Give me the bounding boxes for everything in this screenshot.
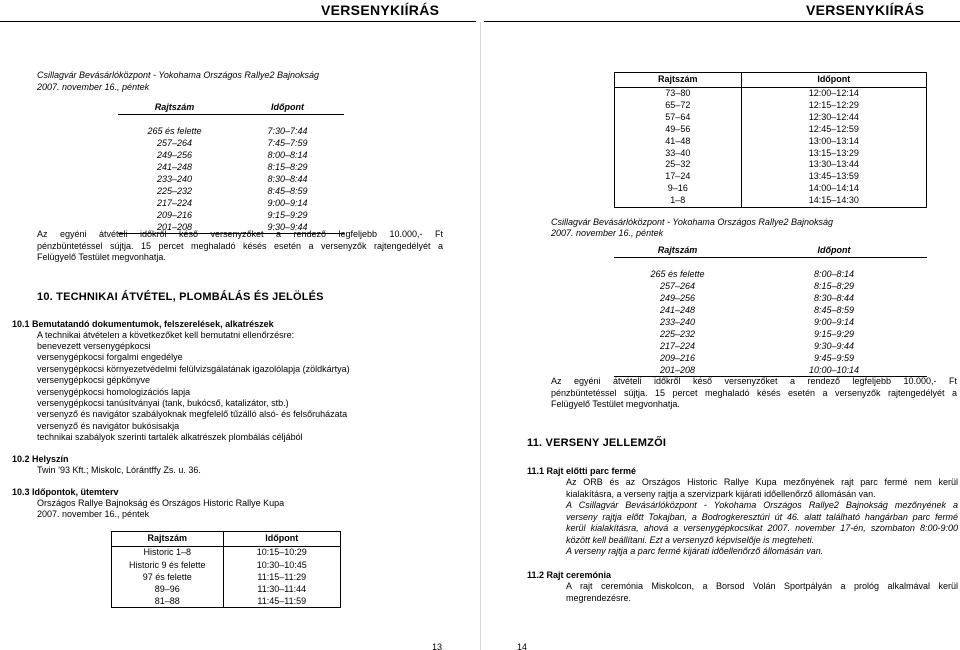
table-header-row [614,245,927,257]
subsection-10-1-title: 10.1 Bemutatandó dokumentumok, felszerelések, alkatrészek [12,319,274,329]
left-page-number: 13 [432,642,443,650]
table-row: Historic 9 és felette 10:30–10:45 [112,560,341,572]
table-row: 265 és felette 8:00–8:14 [650,269,855,280]
table-row: 65–72 12:15–12:29 [615,100,927,112]
table-row: 257–264 8:15–8:29 [659,281,855,292]
table-row: 217–224 9:30–9:44 [659,340,855,351]
table-row: 81–88 11:45–11:59 [112,596,341,608]
list-item: versenygépkocsi környezetvédelmi felülvizsgálatának igazolólapja (zöldkártya) [37,363,350,374]
right-page-header: VERSENYKIÍRÁS [806,2,925,18]
column-header: Rajtszám [615,73,742,88]
column-header: Időpont [741,245,927,257]
subsection-11-2-title: 11.2 Rajt ceremónia [527,570,612,580]
table-row: 217–224 9:00–9:14 [156,197,308,208]
left-intro-line1: Csillagvár Bevásárlóközpont - Yokohama Országos Rallye2 Bajnokság [37,70,319,80]
table-header-row [615,73,927,88]
list-item: versenygépkocsi tanúsítványai (tank, bukócső, katalizátor, stb.) [37,398,289,409]
subsection-10-2-title: 10.2 Helyszín [12,454,69,464]
table-row: 89–96 11:30–11:44 [112,584,341,596]
table-row: 249–256 8:00–8:14 [156,150,308,161]
list-item: versenygépkocsi forgalmi engedélye [37,352,183,363]
table-row: Historic 1–8 10:15–10:29 [112,547,341,560]
section-10-heading: 10. TECHNIKAI ÁTVÉTEL, PLOMBÁLÁS ÉS JELÖLÉS [37,291,324,303]
table-row: 209–216 9:45–9:59 [659,352,855,363]
left-penalty-paragraph: Az egyéni átvételi időkről késő versenyzőket a rendező legfeljebb 10.000,- Ft pénzbüntetéssel sújtja. 15 percet meghaladó késés esetén a versenyzők rajtengedélyét a Felügyelő Testület megvonhatja. [37,229,443,262]
left-schedule-table-1 [118,102,344,234]
table-row: 257–264 7:45–7:59 [156,138,308,149]
table-row: 17–24 13:45–13:59 [615,171,927,183]
subsection-11-1-text: Az ORB és az Országos Historic Rallye Kupa mezőnyének rajt parc fermé nem kerül kialakításra, a verseny rajtja a szervizpark kijárati időellenőrző állomásán van. A Csillagvár Bevásárlóközpont - Yokohama Országos Rallye2 Bajnokság mezőnyének a verseny rajtja előtt Tokajban, a Bodrogkeresztúri út 46. alatt található hangárban parc fermé kerül kialakításra, ahová a versenygépkocsikat 2007. november 17-én, szombaton 8:00-9:00 között kell beállítani. Ezt a versenyző képviselője is megteheti. A verseny rajtja a parc fermé kijárati időellenőrző állomásán van. [566,477,958,556]
list-item: technikai szabályok szerinti tartalék alkatrészek plombálás céljából [37,432,303,443]
equipment-list [37,341,350,444]
column-header: Rajtszám [112,532,224,547]
table-row: 209–216 9:15–9:29 [156,209,308,220]
right-schedule-table-1 [614,72,927,208]
left-schedule-table-2 [111,531,341,608]
subsection-10-2-text: Twin ’93 Kft.; Miskolc, Lórántffy Zs. u. 36. [37,465,201,475]
table-row: 225–232 9:15–9:29 [659,328,855,339]
table-row: 25–32 13:30–13:44 [615,159,927,171]
table-header-row [112,532,341,547]
table-row: 233–240 9:00–9:14 [659,316,855,327]
subsection-10-3-line1: Országos Rallye Bajnokság és Országos Historic Rallye Kupa [37,498,285,508]
list-item: versenyző és navigátor szabályoknak megfelelő tűzálló alsó- és felsőruházata [37,409,348,420]
right-schedule-table-2 [614,245,927,377]
column-header: Időpont [741,73,926,88]
table-row: 97 és felette 11:15–11:29 [112,572,341,584]
column-header: Időpont [231,102,344,114]
subsection-10-1-intro: A technikai átvételen a következőket kell bemutatni ellenőrzésre: [37,330,295,340]
table-row: 225–232 8:45–8:59 [156,185,308,196]
table-row: 241–248 8:45–8:59 [659,305,855,316]
list-item: versenyző és navigátor bukósisakja [37,420,180,431]
list-item: versenygépkocsi homologizációs lapja [37,386,191,397]
right-header-rule [484,21,960,22]
table-row: 241–248 8:15–8:29 [156,162,308,173]
table-row: 49–56 12:45–12:59 [615,124,927,136]
left-page-header: VERSENYKIÍRÁS [321,2,440,18]
right-intro-line1: Csillagvár Bevásárlóközpont - Yokohama Országos Rallye2 Bajnokság [551,217,833,227]
column-header: Rajtszám [118,102,231,114]
table-row: 233–240 8:30–8:44 [156,173,308,184]
subsection-11-2-text: A rajt ceremónia Miskolcon, a Borsod Volán Sportpályán a prológ alkalmával kerül megrendezésre. [566,581,958,603]
list-item: benevezett versenygépkocsi [37,341,151,351]
right-penalty-paragraph: Az egyéni átvételi időkről késő versenyzőket a rendező legfeljebb 10.000,- Ft pénzbüntetéssel sújtja. 15 percet meghaladó késés esetén a versenyzők rajtengedélyét a Felügyelő Testület megvonhatja. [551,376,957,409]
subsection-10-3-line2: 2007. november 16., péntek [37,509,150,519]
list-item: versenygépkocsi gépkönyve [37,375,151,386]
page-gutter [480,22,481,650]
table-header-row [118,102,344,114]
table-row: 57–64 12:30–12:44 [615,112,927,124]
left-header-rule [0,21,476,22]
table-row: 41–48 13:00–13:14 [615,136,927,148]
table-row: 201–208 10:00–10:14 [614,365,927,377]
right-intro-line2: 2007. november 16., péntek [551,228,664,238]
right-page-number: 14 [517,642,528,650]
column-header: Időpont [223,532,340,547]
left-intro-line2: 2007. november 16., péntek [37,82,150,92]
section-11-heading: 11. VERSENY JELLEMZŐI [527,437,667,449]
subsection-11-1-title: 11.1 Rajt előtti parc fermé [527,466,637,476]
subsection-10-3-title: 10.3 Időpontok, ütemterv [12,487,119,497]
table-row: 201–208 9:30–9:44 [118,222,344,234]
table-row: 33–40 13:15–13:29 [615,148,927,160]
table-row: 249–256 8:30–8:44 [659,293,855,304]
table-row: 1–8 14:15–14:30 [615,195,927,207]
table-row: 73–80 12:00–12:14 [615,88,927,100]
column-header: Rajtszám [614,245,741,257]
table-row: 265 és felette 7:30–7:44 [147,126,308,137]
table-row: 9–16 14:00–14:14 [615,183,927,195]
